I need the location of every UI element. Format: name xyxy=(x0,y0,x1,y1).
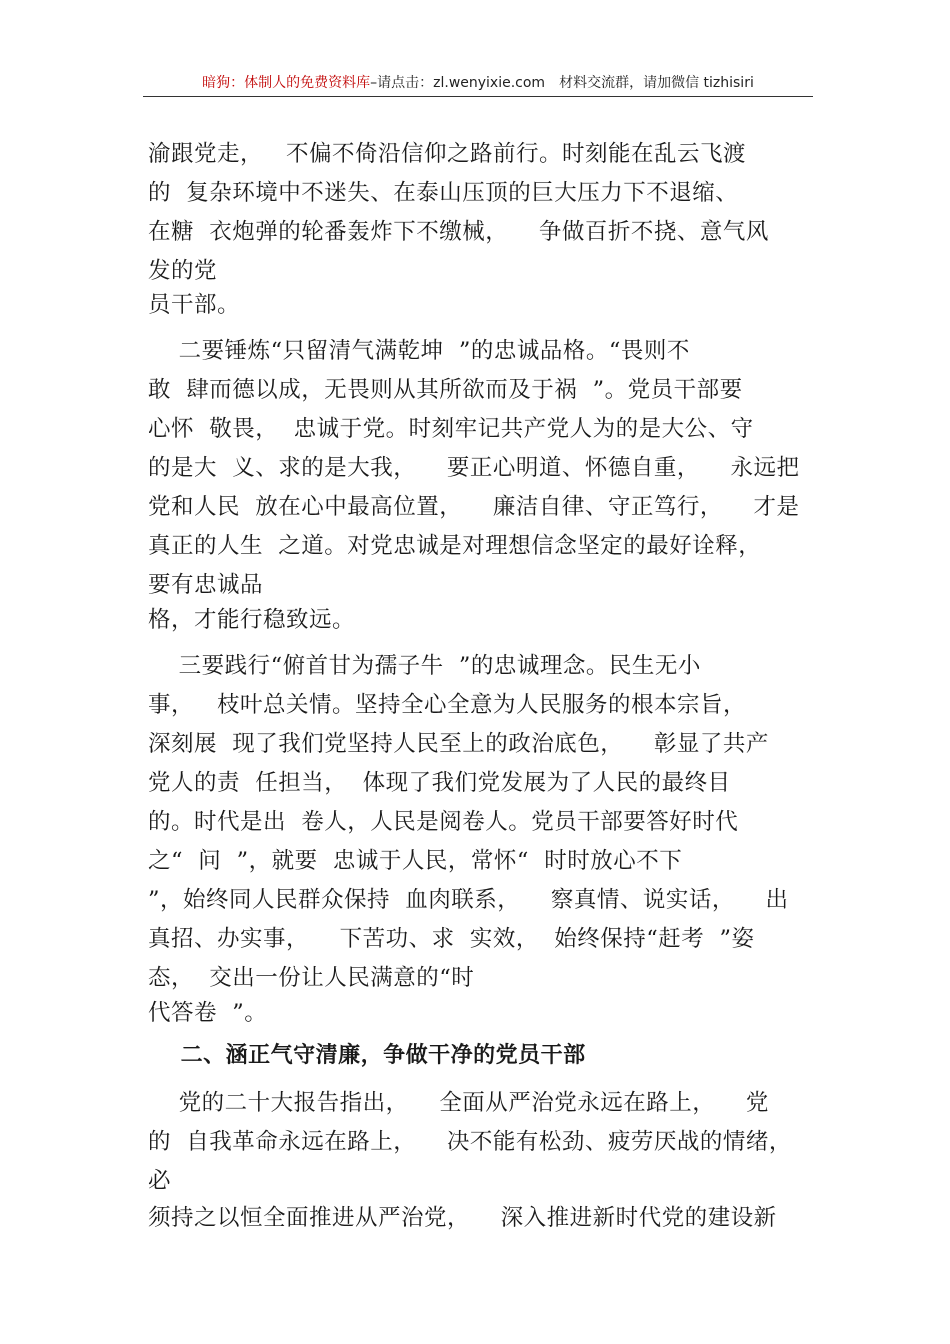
text-line: 员干部。 xyxy=(148,292,241,318)
text-line: 心怀 敬畏， 忠诚于党。时刻牢记共产党人为的是大公、守 xyxy=(148,416,754,442)
text-line: ”，始终同人民群众保持 血肉联系， 察真情、说实话， 出 xyxy=(148,887,789,913)
text-line: 三要践行“俯首甘为孺子牛 ”的忠诚理念。民生无小 xyxy=(148,653,701,679)
section-heading: 二、涵正气守清廉，争做干净的党员干部 xyxy=(148,1043,586,1068)
text-line: 二要锤炼“只留清气满乾坤 ”的忠诚品格。“畏则不 xyxy=(148,338,690,364)
text-line: 的是大 义、求的是大我， 要正心明道、怀德自重， 永远把 xyxy=(148,455,800,481)
text-line: 渝跟党走， 不偏不倚沿信仰之路前行。时刻能在乱云飞渡 xyxy=(148,141,746,167)
text-line: 的 自我革命永远在路上， 决不能有松劲、疲劳厌战的情绪， xyxy=(148,1129,792,1155)
text-line: 的。时代是出 卷人，人民是阅卷人。党员干部要答好时代 xyxy=(148,809,739,835)
text-line: 的 复杂环境中不迷失、在泰山压顶的巨大压力下不退缩、 xyxy=(148,180,739,206)
text-line: 要有忠诚品 xyxy=(148,572,264,598)
text-line: 在糖 衣炮弹的轮番轰炸下不缴械， 争做百折不挠、意气风 xyxy=(148,219,769,245)
header-middle-text: –请点击：zl.wenyixie.com xyxy=(370,75,546,91)
text-line: 必 xyxy=(148,1168,172,1194)
text-line: 深刻展 现了我们党坚持人民至上的政治底色， 彰显了共产 xyxy=(148,731,769,757)
text-line: 党人的责 任担当， 体现了我们党发展为了人民的最终目 xyxy=(148,770,731,796)
header-left-text: 暗狗：体制人的免费资料库 xyxy=(202,75,371,91)
text-line: 之“ 问 ”，就要 忠诚于人民，常怀“ 时时放心不下 xyxy=(148,848,683,874)
text-line: 真正的人生 之道。对党忠诚是对理想信念坚定的最好诠释， xyxy=(148,533,762,559)
text-line: 真招、办实事， 下苦功、求 实效， 始终保持“赶考 ”姿 xyxy=(148,926,755,952)
text-line: 发的党 xyxy=(148,258,218,284)
text-line: 敢 肆而德以成，无畏则从其所欲而及于祸 ”。党员干部要 xyxy=(148,377,743,403)
text-line: 党和人民 放在心中最高位置， 廉洁自律、守正笃行， 才是 xyxy=(148,494,800,520)
text-line: 代答卷 ”。 xyxy=(148,1000,268,1026)
page-header xyxy=(143,72,813,97)
text-line: 事， 枝叶总关情。坚持全心全意为人民服务的根本宗旨， xyxy=(148,692,746,718)
text-line: 须持之以恒全面推进从严治党， 深入推进新时代党的建设新 xyxy=(148,1205,777,1231)
text-line: 格，才能行稳致远。 xyxy=(148,607,356,633)
text-line: 态， 交出一份让人民满意的“时 xyxy=(148,965,475,991)
header-right-text: 材料交流群，请加微信 tizhisiri xyxy=(559,75,754,91)
text-line: 党的二十大报告指出， 全面从严治党永远在路上， 党 xyxy=(148,1090,769,1116)
